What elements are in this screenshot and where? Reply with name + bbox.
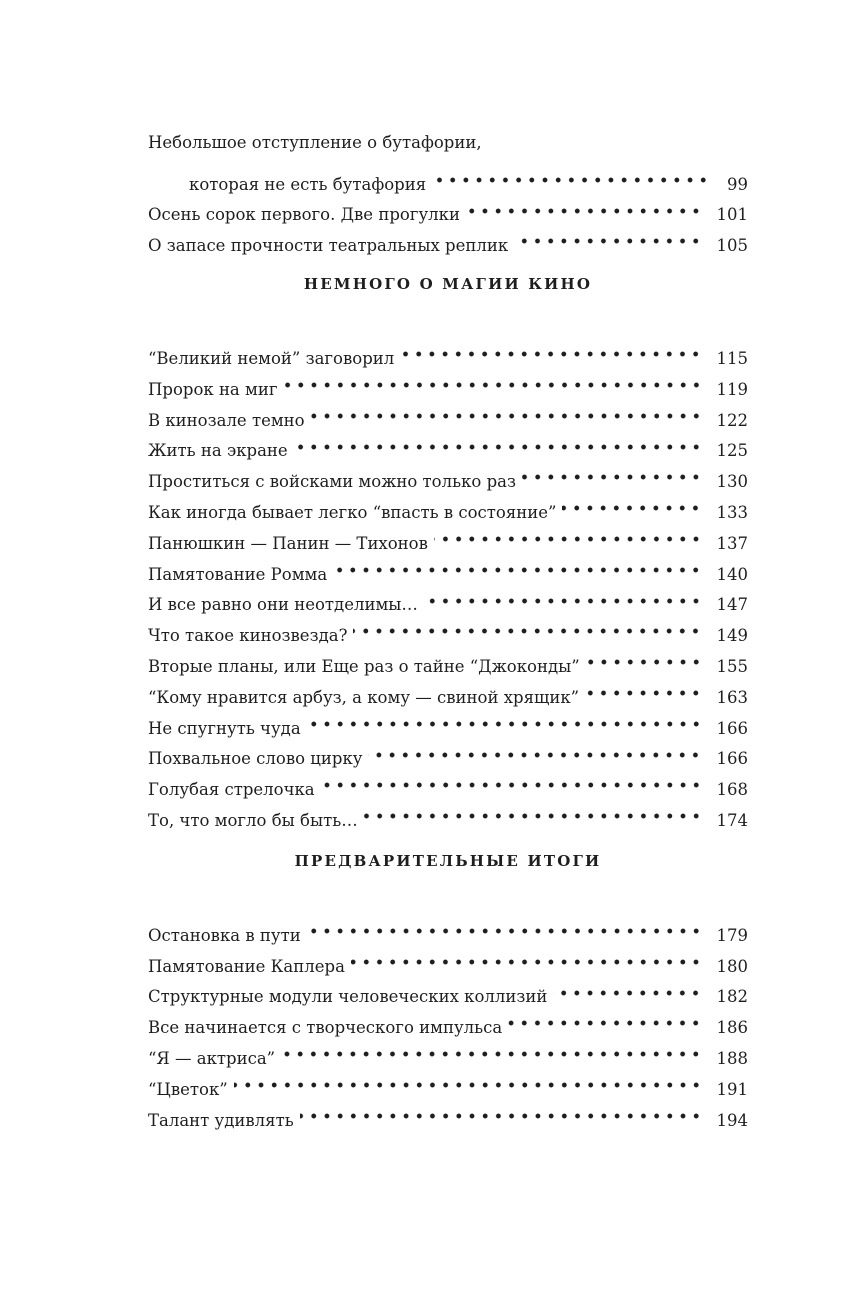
- toc-entry-page-number: 179: [716, 925, 748, 945]
- toc-entry-title: И все равно они неотделимы…: [148, 595, 418, 615]
- toc-entry-page-number: 115: [716, 348, 748, 368]
- toc-entry-page-number: 130: [716, 472, 748, 492]
- dot-leader: [585, 672, 702, 703]
- dot-leader: [424, 580, 703, 611]
- toc-entry-page-number: 137: [716, 533, 748, 553]
- dot-leader: [514, 220, 702, 251]
- toc-entry-title: Голубая стрелочка: [148, 780, 315, 800]
- toc-entry-title: Памятование Каплера: [148, 956, 345, 976]
- dot-leader: [562, 487, 702, 518]
- toc-entry-page-number: 191: [716, 1079, 748, 1099]
- toc-entry-title: Как иногда бывает легко “впасть в состояние”: [148, 502, 557, 522]
- toc-entry-page-number: 182: [716, 987, 748, 1007]
- dot-leader: [434, 518, 703, 549]
- toc-entry-title-line: Небольшое отступление о бутафории,: [148, 133, 482, 152]
- toc-group-theatre: [148, 128, 748, 256]
- toc-entry-title: Памятование Ромма: [148, 564, 328, 584]
- toc-entry-title: Что такое кинозвезда?: [148, 626, 348, 646]
- toc-group-results: [148, 910, 748, 1130]
- section-heading-cinema: НЕМНОГО О МАГИИ КИНО: [303, 275, 593, 294]
- toc-entry-title: “Кому нравится арбуз, а кому — свиной хрящик”: [148, 687, 580, 707]
- toc-entry-page-number: 180: [716, 956, 748, 976]
- toc-entry-title: Похвальное слово цирку: [148, 749, 363, 769]
- toc-entry-page-number: 140: [716, 564, 748, 584]
- toc-entry-page-number: 166: [716, 718, 748, 738]
- toc-entry-page-number: 147: [716, 595, 748, 615]
- toc-entry: [148, 1064, 748, 1099]
- toc-entry-page-number: 166: [716, 749, 748, 769]
- toc-entry-title: О запасе прочности театральных реплик: [148, 236, 509, 256]
- dot-leader: [311, 395, 703, 426]
- toc-entry-title: которая не есть бутафория: [189, 174, 427, 194]
- dot-leader: [353, 610, 702, 641]
- toc-entry-page-number: 99: [727, 174, 748, 194]
- dot-leader: [400, 333, 702, 364]
- toc-entry: [148, 910, 748, 945]
- toc-entry-page-number: 174: [716, 810, 748, 830]
- toc-entry-page-number: 133: [716, 502, 748, 522]
- dot-leader: [364, 795, 703, 826]
- toc-entry: [148, 159, 748, 194]
- table-of-contents: [148, 128, 748, 1130]
- toc-entry-title: Пророк на миг: [148, 379, 278, 399]
- dot-leader: [508, 1002, 702, 1033]
- toc-group-cinema: [148, 333, 748, 830]
- dot-leader: [234, 1064, 703, 1095]
- toc-entry-page-number: 125: [716, 441, 748, 461]
- toc-entry-title: “Великий немой” заговорил: [148, 348, 395, 368]
- toc-entry-title: Структурные модули человеческих коллизий: [148, 987, 548, 1007]
- toc-entry-title: Талант удивлять: [148, 1110, 294, 1130]
- dot-leader: [553, 972, 702, 1003]
- toc-entry-title: Остановка в пути: [148, 925, 301, 945]
- toc-entry-page-number: 163: [716, 687, 748, 707]
- dot-leader: [522, 456, 703, 487]
- toc-entry-title: Вторые планы, или Еще раз о тайне “Джоконды”: [148, 656, 580, 676]
- toc-entry-title: Проститься с войсками можно только раз: [148, 472, 516, 492]
- toc-entry-page-number: 168: [716, 780, 748, 800]
- toc-entry-page-number: 122: [716, 410, 748, 430]
- dot-leader: [321, 764, 703, 795]
- toc-entry-page-number: 188: [716, 1048, 748, 1068]
- dot-leader: [466, 190, 703, 221]
- toc-entry-title: Все начинается с творческого импульса: [148, 1018, 503, 1038]
- toc-entry-title: То, что могло бы быть…: [148, 810, 358, 830]
- toc-entry-page-number: 119: [716, 379, 748, 399]
- dot-leader: [300, 1095, 703, 1126]
- dot-leader: [586, 641, 703, 672]
- toc-entry-page-number: 194: [716, 1110, 748, 1130]
- dot-leader: [281, 1033, 702, 1064]
- dot-leader: [307, 910, 703, 941]
- dot-leader: [307, 703, 703, 734]
- toc-entry-page-number: 155: [716, 656, 748, 676]
- dot-leader: [333, 549, 702, 580]
- toc-entry-title: Панюшкин — Панин — Тихонов: [148, 533, 428, 553]
- toc-entry-title: “Цветок”: [148, 1079, 228, 1099]
- dot-leader: [368, 734, 702, 765]
- toc-entry: [148, 1095, 748, 1130]
- toc-entry-title: Не спугнуть чуда: [148, 718, 301, 738]
- toc-entry-page-number: 186: [716, 1018, 748, 1038]
- dot-leader: [294, 426, 703, 457]
- toc-entry-page-number: 149: [716, 626, 748, 646]
- toc-entry-title: “Я — актриса”: [148, 1048, 276, 1068]
- toc-entry-title: В кинозале темно: [148, 410, 305, 430]
- toc-entry-title: Жить на экране: [148, 441, 288, 461]
- toc-entry-title: Осень сорок первого. Две прогулки: [148, 205, 460, 225]
- section-heading-results: ПРЕДВАРИТЕЛЬНЫЕ ИТОГИ: [294, 851, 602, 870]
- toc-entry-page-number: 101: [716, 205, 748, 225]
- dot-leader: [284, 364, 703, 395]
- dot-leader: [351, 941, 703, 972]
- toc-entry-page-number: 105: [716, 236, 748, 256]
- dot-leader: [432, 159, 710, 190]
- toc-entry: [148, 333, 748, 368]
